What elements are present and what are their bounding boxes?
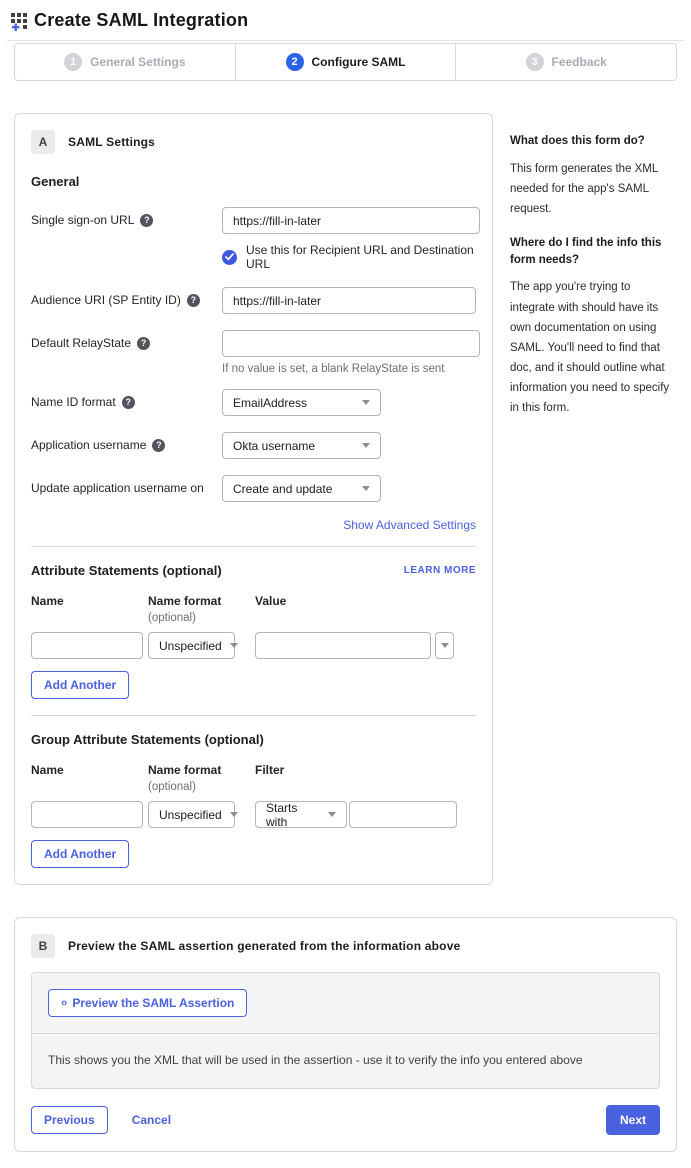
- group-attr-name-input[interactable]: [31, 801, 143, 828]
- step-feedback[interactable]: [455, 44, 676, 80]
- chevron-down-icon: [328, 812, 336, 817]
- col-header-name-format: Name format (optional): [148, 763, 255, 793]
- sso-url-input[interactable]: [222, 207, 480, 234]
- col-header-name: Name: [31, 594, 64, 608]
- step-number-badge: 2: [286, 53, 304, 71]
- wizard-step-bar: [14, 43, 677, 81]
- step-number-badge: 1: [64, 53, 82, 71]
- chevron-down-icon: [441, 643, 449, 648]
- chevron-down-icon: [230, 643, 238, 648]
- header-divider: [7, 40, 684, 41]
- audience-uri-label: Audience URI (SP Entity ID) ?: [31, 287, 222, 307]
- main-content: [0, 113, 691, 885]
- preview-assertion-card: [14, 917, 677, 1152]
- update-app-username-label: Update application username on: [31, 481, 204, 495]
- col-header-optional: (optional): [148, 781, 196, 793]
- section-a-badge: A: [31, 130, 55, 154]
- sso-url-label: Single sign-on URL ?: [31, 207, 222, 227]
- col-header-name-format: Name format (optional): [148, 594, 255, 624]
- attr-name-input[interactable]: [31, 632, 143, 659]
- step-label: General Settings: [90, 55, 186, 69]
- col-header-value: Value: [255, 594, 287, 608]
- general-heading: General: [31, 174, 80, 189]
- update-app-username-row: [31, 475, 476, 502]
- learn-more-link[interactable]: LEARN MORE: [403, 565, 476, 576]
- section-divider: [31, 546, 476, 547]
- audience-uri-row: [31, 287, 476, 314]
- name-id-format-row: [31, 389, 476, 416]
- section-b-badge: B: [31, 934, 55, 958]
- help-icon[interactable]: [187, 294, 200, 307]
- wizard-footer: [31, 1105, 660, 1135]
- chevron-down-icon: [230, 812, 238, 817]
- chevron-down-icon: [362, 486, 370, 491]
- name-id-format-select[interactable]: EmailAddress: [222, 389, 381, 416]
- preview-saml-assertion-button[interactable]: ‹› Preview the SAML Assertion: [48, 989, 247, 1017]
- help-icon[interactable]: [152, 439, 165, 452]
- app-username-label: Application username ?: [31, 432, 222, 452]
- name-id-format-label: Name ID format ?: [31, 389, 222, 409]
- add-group-attribute-button[interactable]: Add Another: [31, 840, 129, 868]
- group-attr-name-format-select[interactable]: Unspecified: [148, 801, 235, 828]
- step-number-badge: 3: [526, 53, 544, 71]
- group-attribute-statement-row: [31, 801, 476, 828]
- audience-uri-input[interactable]: [222, 287, 476, 314]
- app-username-select[interactable]: Okta username: [222, 432, 381, 459]
- relay-state-input[interactable]: [222, 330, 480, 357]
- add-attribute-button[interactable]: Add Another: [31, 671, 129, 699]
- group-attr-filter-type-select[interactable]: Starts with: [255, 801, 347, 828]
- page-header: [0, 0, 691, 40]
- relay-state-hint: If no value is set, a blank RelayState is sent: [222, 363, 445, 375]
- sso-url-row: [31, 207, 476, 271]
- cancel-link[interactable]: Cancel: [131, 1112, 172, 1127]
- checkbox-checked-icon: [222, 250, 237, 265]
- col-header-optional: (optional): [148, 612, 196, 624]
- checkbox-label: Use this for Recipient URL and Destination URL: [246, 243, 474, 271]
- step-general-settings[interactable]: [15, 44, 235, 80]
- help-answer-1: This form generates the XML needed for the app's SAML request.: [510, 162, 658, 215]
- step-label: Feedback: [551, 55, 607, 69]
- step-label: Configure SAML: [311, 55, 406, 69]
- section-b-title: Preview the SAML assertion generated from the information above: [68, 939, 461, 953]
- relay-state-label: Default RelayState ?: [31, 330, 222, 350]
- previous-button[interactable]: Previous: [31, 1106, 108, 1134]
- attr-value-dropdown-button[interactable]: [435, 632, 454, 659]
- help-sidebar: [510, 113, 677, 434]
- section-a-title: SAML Settings: [68, 135, 156, 149]
- preview-panel: [31, 972, 660, 1089]
- attr-value-input[interactable]: [255, 632, 431, 659]
- help-icon[interactable]: [122, 396, 135, 409]
- recipient-url-checkbox[interactable]: [222, 243, 480, 271]
- help-answer-2: The app you're trying to integrate with should have its own documentation on using SAML. You'll need to find that doc, and it should outline what information you need to specify in this form.: [510, 281, 670, 415]
- group-attribute-statements-title: Group Attribute Statements (optional): [31, 732, 264, 747]
- chevron-down-icon: [362, 400, 370, 405]
- preview-description: This shows you the XML that will be used in the assertion - use it to verify the info you entered above: [48, 1053, 583, 1067]
- help-icon[interactable]: [140, 214, 153, 227]
- section-divider: [31, 715, 476, 716]
- col-header-name: Name: [31, 763, 64, 777]
- attribute-statement-row: [31, 632, 476, 659]
- help-icon[interactable]: [137, 337, 150, 350]
- saml-settings-card: [14, 113, 493, 885]
- attribute-statements-title: Attribute Statements (optional): [31, 563, 222, 578]
- step-configure-saml[interactable]: [235, 44, 456, 80]
- code-brackets-icon: ‹›: [61, 997, 67, 1009]
- app-grid-plus-icon: [10, 11, 30, 31]
- relay-state-row: [31, 330, 476, 375]
- show-advanced-settings-link[interactable]: Show Advanced Settings: [343, 518, 476, 532]
- update-app-username-select[interactable]: Create and update: [222, 475, 381, 502]
- page-title: Create SAML Integration: [34, 10, 249, 30]
- attr-name-format-select[interactable]: Unspecified: [148, 632, 235, 659]
- group-attr-filter-value-input[interactable]: [349, 801, 457, 828]
- col-header-filter: Filter: [255, 763, 285, 777]
- help-question-2: Where do I find the info this form needs?: [510, 237, 662, 266]
- next-button[interactable]: Next: [606, 1105, 660, 1135]
- chevron-down-icon: [362, 443, 370, 448]
- help-question-1: What does this form do?: [510, 135, 645, 147]
- app-username-row: [31, 432, 476, 459]
